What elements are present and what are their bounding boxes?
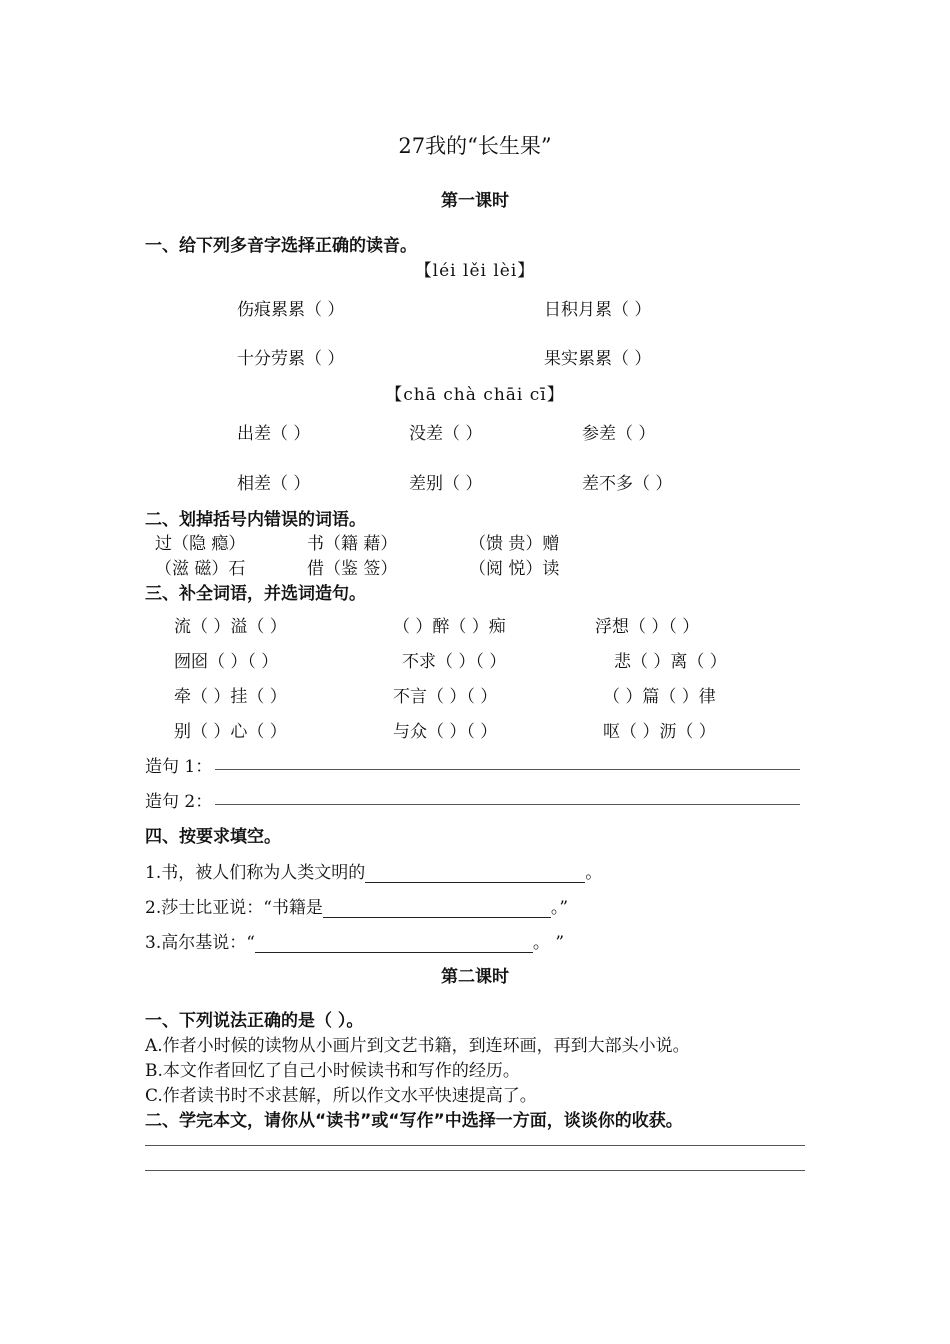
pinyin-options-lei: 【léi lěi lèi】 xyxy=(414,261,536,281)
choice-item: 书（籍 藉） xyxy=(307,534,398,554)
lesson-2-heading: 第二课时 xyxy=(441,967,509,987)
section-4-heading: 四、按要求填空。 xyxy=(145,827,281,847)
fill-question-3-text: 3.高尔基说：“ xyxy=(145,933,255,953)
polyphone-item: 日积月累（ ） xyxy=(544,300,652,320)
fill-question-3-end: 。 ” xyxy=(532,933,565,953)
fill-question-1 xyxy=(145,858,602,883)
sentence-1-line[interactable] xyxy=(215,769,800,770)
fill-question-2-text: 2.莎士比亚说：“书籍是 xyxy=(145,898,323,918)
choice-item: 借（鉴 签） xyxy=(307,559,398,579)
fill-question-1-text: 1.书，被人们称为人类文明的 xyxy=(145,863,366,883)
section-2-heading: 二、划掉括号内错误的词语。 xyxy=(145,510,366,530)
option-c: C.作者读书时不求甚解，所以作文水平快速提高了。 xyxy=(145,1086,537,1106)
idiom-item: 不言（ ）（ ） xyxy=(393,687,498,707)
fill-question-2-end: 。” xyxy=(550,898,569,918)
idiom-item: 浮想（ ）（ ） xyxy=(595,617,700,637)
choice-item: （馈 贵）赠 xyxy=(469,534,560,554)
option-b: B.本文作者回忆了自己小时候读书和写作的经历。 xyxy=(145,1061,520,1081)
idiom-item: 与众（ ）（ ） xyxy=(393,722,498,742)
option-a: A.作者小时候的读物从小画片到文艺书籍，到连环画，再到大部头小说。 xyxy=(145,1036,690,1056)
polyphone-item: 伤痕累累（ ） xyxy=(237,300,345,320)
idiom-item: 呕（ ）沥（ ） xyxy=(603,722,716,742)
pinyin-options-cha: 【chā chà chāi cī】 xyxy=(385,385,565,405)
fill-blank-1[interactable] xyxy=(365,864,585,883)
lesson-1-heading: 第一课时 xyxy=(441,191,509,211)
section-1-heading: 一、给下列多音字选择正确的读音。 xyxy=(145,236,417,256)
answer-line-2[interactable] xyxy=(145,1170,805,1171)
page-title: 27我的“长生果” xyxy=(398,134,552,158)
choice-item: 过（隐 瘾） xyxy=(155,534,246,554)
lesson-2-section-2-heading: 二、学完本文，请你从“读书”或“写作”中选择一方面，谈谈你的收获。 xyxy=(145,1111,683,1131)
fill-blank-2[interactable] xyxy=(323,899,551,918)
sentence-2-label: 造句 2： xyxy=(145,792,213,812)
idiom-item: 牵（ ）挂（ ） xyxy=(174,687,287,707)
choice-item: （滋 磁）石 xyxy=(155,559,246,579)
answer-line-1[interactable] xyxy=(145,1145,805,1146)
polyphone-item: 差别（ ） xyxy=(409,474,483,494)
idiom-item: （ ）醉（ ）痴 xyxy=(393,617,506,637)
fill-question-3 xyxy=(145,928,564,953)
polyphone-item: 十分劳累（ ） xyxy=(237,349,345,369)
idiom-item: 不求（ ）（ ） xyxy=(402,652,507,672)
idiom-item: 流（ ）溢（ ） xyxy=(174,617,287,637)
idiom-item: 别（ ）心（ ） xyxy=(174,722,287,742)
polyphone-item: 没差（ ） xyxy=(409,424,483,444)
polyphone-item: 出差（ ） xyxy=(237,424,311,444)
section-3-heading: 三、补全词语，并选词造句。 xyxy=(145,584,366,604)
idiom-item: 囫囵（ ）（ ） xyxy=(174,652,279,672)
polyphone-item: 参差（ ） xyxy=(582,424,656,444)
fill-question-1-end: 。 xyxy=(585,863,603,883)
fill-question-2 xyxy=(145,893,568,918)
sentence-2-line[interactable] xyxy=(215,804,800,805)
choice-item: （阅 悦）读 xyxy=(469,559,560,579)
polyphone-item: 相差（ ） xyxy=(237,474,311,494)
sentence-1-label: 造句 1： xyxy=(145,757,213,777)
idiom-item: 悲（ ）离（ ） xyxy=(614,652,727,672)
polyphone-item: 果实累累（ ） xyxy=(544,349,652,369)
lesson-2-section-1-heading: 一、下列说法正确的是（ ）。 xyxy=(145,1011,364,1031)
fill-blank-3[interactable] xyxy=(255,934,533,953)
idiom-item: （ ）篇（ ）律 xyxy=(603,687,716,707)
polyphone-item: 差不多（ ） xyxy=(582,474,673,494)
